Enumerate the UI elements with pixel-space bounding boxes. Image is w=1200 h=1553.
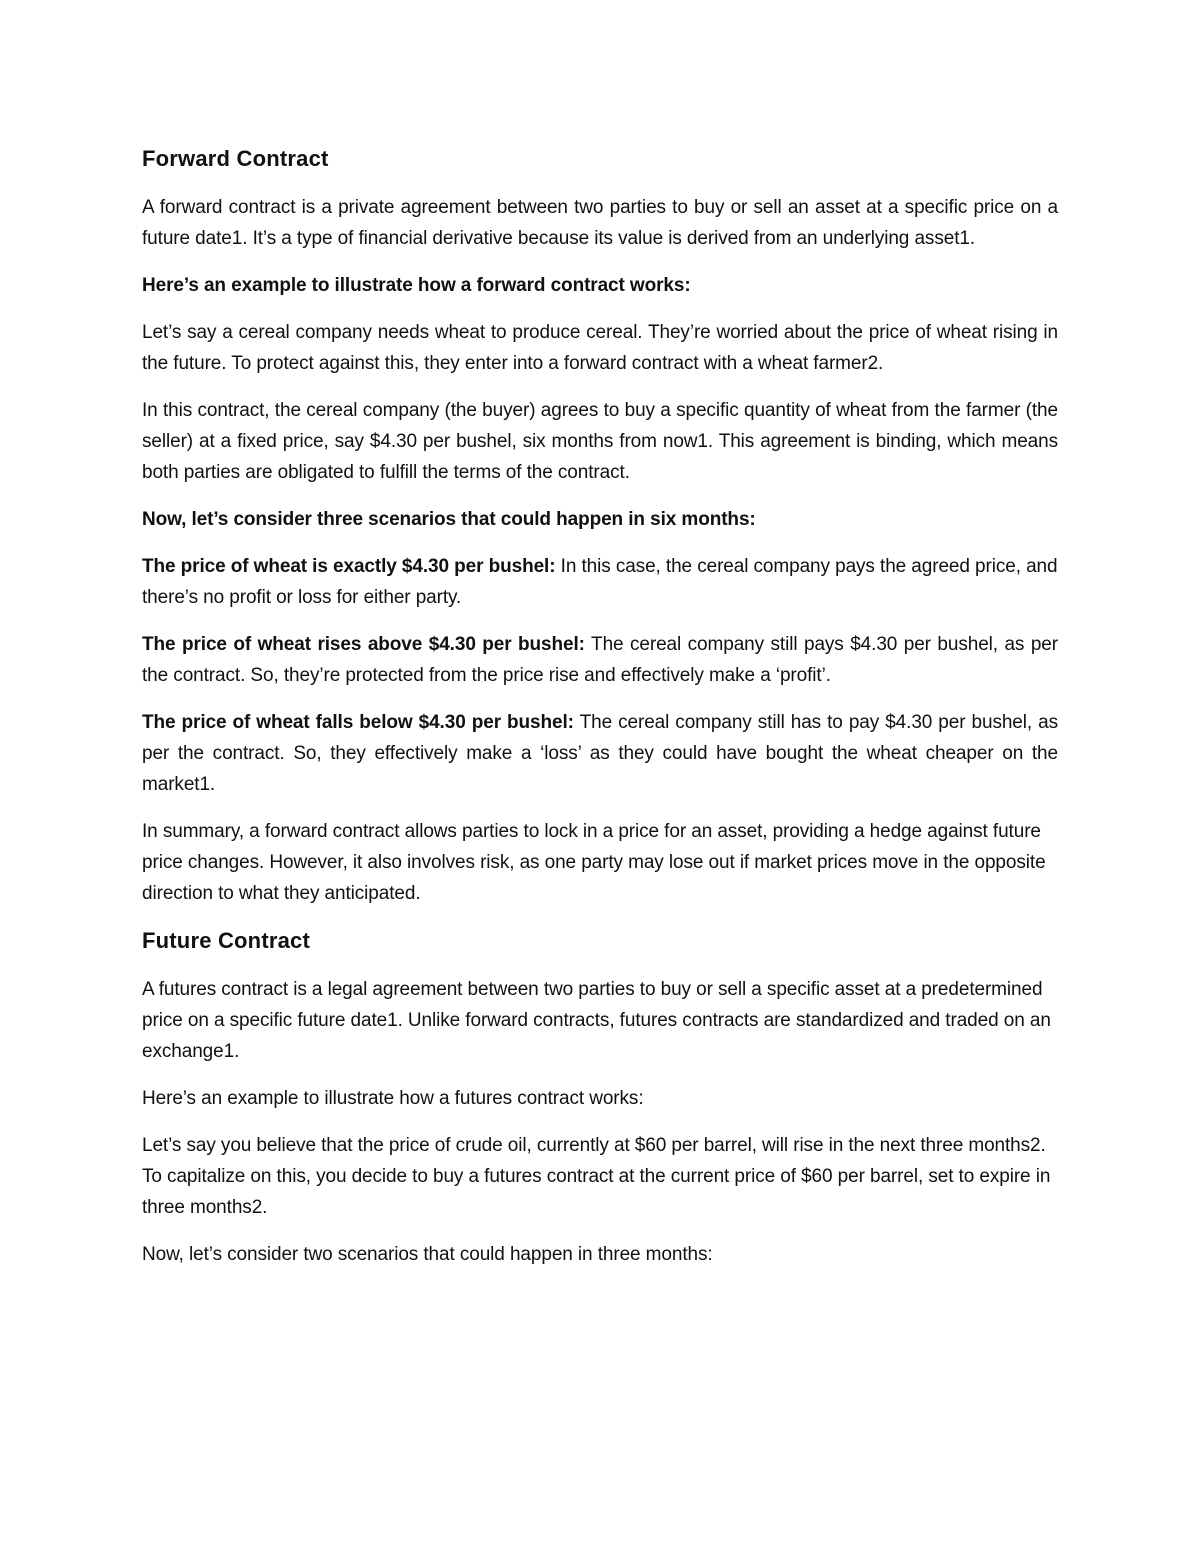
forward-summary-paragraph: In summary, a forward contract allows parties to lock in a price for an asset, providing a hedge against future price changes. However, it also involves risk, as one party may lose out if market prices move in the opposite direction to what they anticipated.: [142, 821, 1046, 904]
future-example-paragraph-1: Let’s say you believe that the price of crude oil, currently at $60 per barrel, will rise in the next three months2. To capitalize on this, you decide to buy a futures contract at the current price of $60 per barrel, set to expire in three months2.: [142, 1135, 1051, 1218]
scenario-2-paragraph: [142, 629, 1058, 691]
forward-scenarios-heading: Now, let’s consider three scenarios that could happen in six months:: [142, 509, 756, 530]
scenario-3-paragraph: [142, 707, 1058, 800]
forward-contract-heading: Forward Contract: [142, 146, 329, 171]
forward-example-heading: Here’s an example to illustrate how a forward contract works:: [142, 275, 691, 296]
scenario-3-lead: The price of wheat falls below $4.30 per bushel:: [142, 712, 574, 733]
future-intro-paragraph: A futures contract is a legal agreement between two parties to buy or sell a specific asset at a predetermined price on a specific future date1. Unlike forward contracts, futures contracts are standardized and traded on an exchange1.: [142, 979, 1051, 1062]
forward-example-paragraph-1: Let’s say a cereal company needs wheat to produce cereal. They’re worried about the price of wheat rising in the future. To protect against this, they enter into a forward contract with a wheat farmer2.: [142, 322, 1058, 374]
scenario-3-text: The cereal company still has to pay $4.30 per bushel, as per the contract. So, they effectively make a ‘loss’ as they could have bought the wheat cheaper on the market1.: [142, 712, 1058, 795]
scenario-1-lead: The price of wheat is exactly $4.30 per bushel:: [142, 556, 556, 577]
future-example-heading: Here’s an example to illustrate how a futures contract works:: [142, 1088, 644, 1109]
scenario-2-text: The cereal company still pays $4.30 per bushel, as per the contract. So, they’re protected from the price rise and effectively make a ‘profit’.: [142, 634, 1058, 686]
forward-example-paragraph-2: In this contract, the cereal company (the buyer) agrees to buy a specific quantity of wheat from the farmer (the seller) at a fixed price, say $4.30 per bushel, six months from now1. This agreement is binding, which means both parties are obligated to fulfill the terms of the contract.: [142, 400, 1058, 483]
future-scenarios-heading: Now, let’s consider two scenarios that could happen in three months:: [142, 1244, 713, 1265]
forward-intro-paragraph: A forward contract is a private agreement between two parties to buy or sell an asset at a specific price on a future date1. It’s a type of financial derivative because its value is derived from an underlying asset1.: [142, 197, 1058, 249]
scenario-1-paragraph: [142, 551, 1058, 613]
future-contract-heading: Future Contract: [142, 928, 310, 953]
scenario-2-lead: The price of wheat rises above $4.30 per bushel:: [142, 634, 585, 655]
document-page: [142, 143, 1058, 1286]
scenario-1-text: In this case, the cereal company pays the agreed price, and there’s no profit or loss for either party.: [142, 556, 1058, 608]
